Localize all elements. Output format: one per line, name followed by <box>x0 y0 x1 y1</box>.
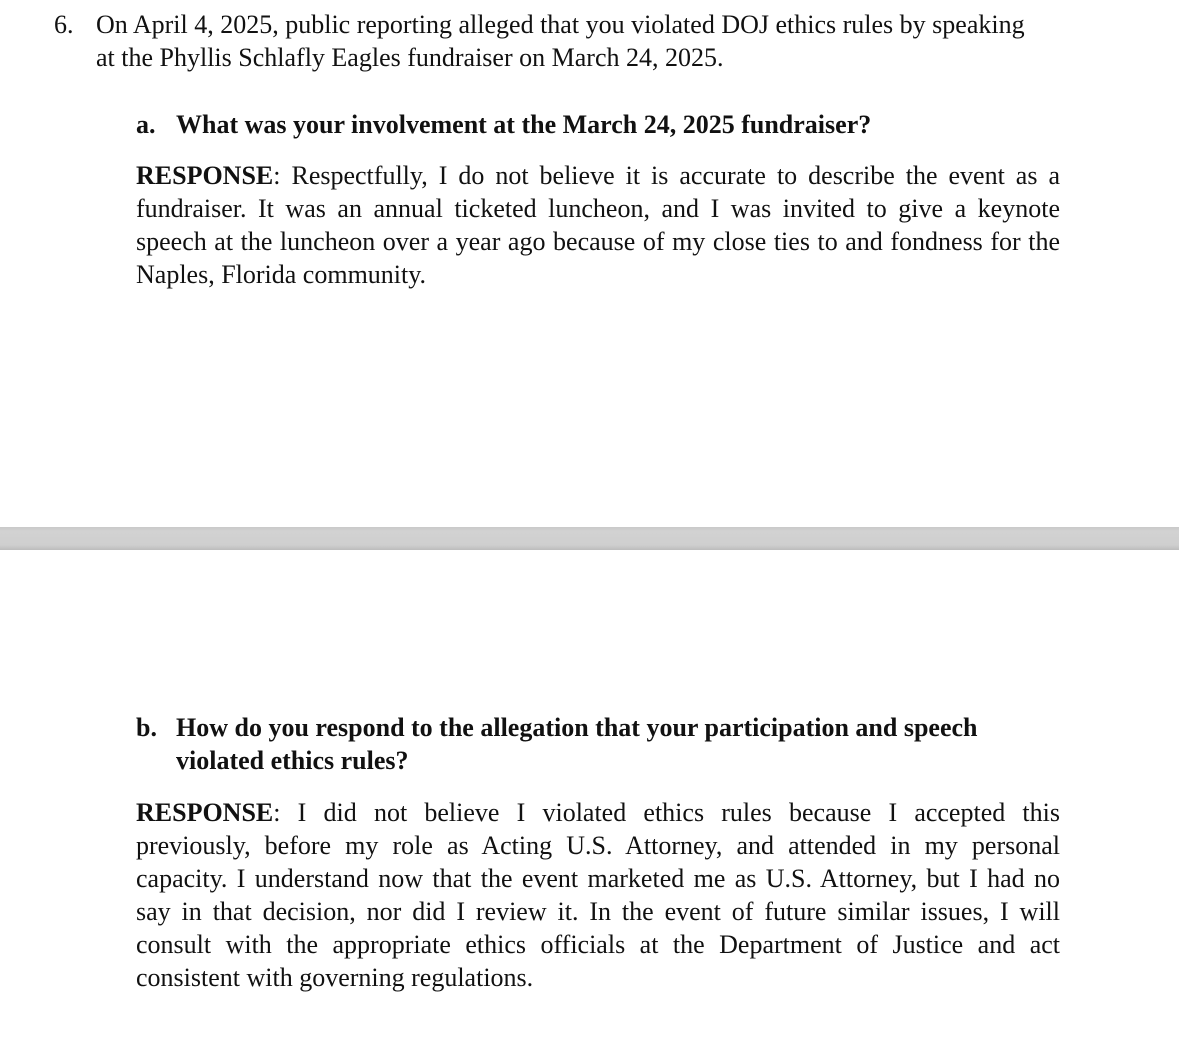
response-text: : I did not believe I violated ethics rules because I accepted this <box>273 798 1060 827</box>
response-line: previously, before my role as Acting U.S. Attorney, and attended in my personal <box>136 831 1060 860</box>
response-line: fundraiser. It was an annual ticketed luncheon, and I was invited to give a keynote <box>136 194 1060 223</box>
subquestion-line: How do you respond to the allegation that your participation and speech <box>176 713 978 742</box>
document-page-bottom <box>0 550 1179 1050</box>
response-label: RESPONSE <box>136 161 274 190</box>
response-label: RESPONSE <box>136 798 274 827</box>
response-line: Naples, Florida community. <box>136 260 427 289</box>
response-line: capacity. I understand now that the event marketed me as U.S. Attorney, but I had no <box>136 864 1060 893</box>
question-line: at the Phyllis Schlafly Eagles fundraiser on March 24, 2025. <box>96 43 724 72</box>
response-line: consistent with governing regulations. <box>136 963 534 992</box>
subquestion-b-letter: b. <box>136 713 157 742</box>
subquestion-a-text <box>176 108 1056 141</box>
subquestion-line: violated ethics rules? <box>176 746 409 775</box>
response-line <box>136 159 1060 192</box>
subquestion-a-letter: a. <box>136 110 156 139</box>
response-b <box>136 796 1060 994</box>
response-line: speech at the luncheon over a year ago because of my close ties to and fondness for the <box>136 227 1060 256</box>
response-a <box>136 159 1060 291</box>
response-line: say in that decision, nor did I review it. In the event of future similar issues, I will <box>136 897 1060 926</box>
subquestion-b-text <box>176 711 1056 777</box>
response-text: : Respectfully, I do not believe it is accurate to describe the event as a <box>273 161 1060 190</box>
question-number: 6. <box>54 10 74 39</box>
page-break-divider <box>0 527 1179 550</box>
subquestion-line: What was your involvement at the March 24, 2025 fundraiser? <box>176 110 872 139</box>
response-line <box>136 796 1060 829</box>
response-line: consult with the appropriate ethics officials at the Department of Justice and act <box>136 930 1060 959</box>
question-text <box>96 8 1076 74</box>
question-line: On April 4, 2025, public reporting alleged that you violated DOJ ethics rules by speaking <box>96 10 1025 39</box>
